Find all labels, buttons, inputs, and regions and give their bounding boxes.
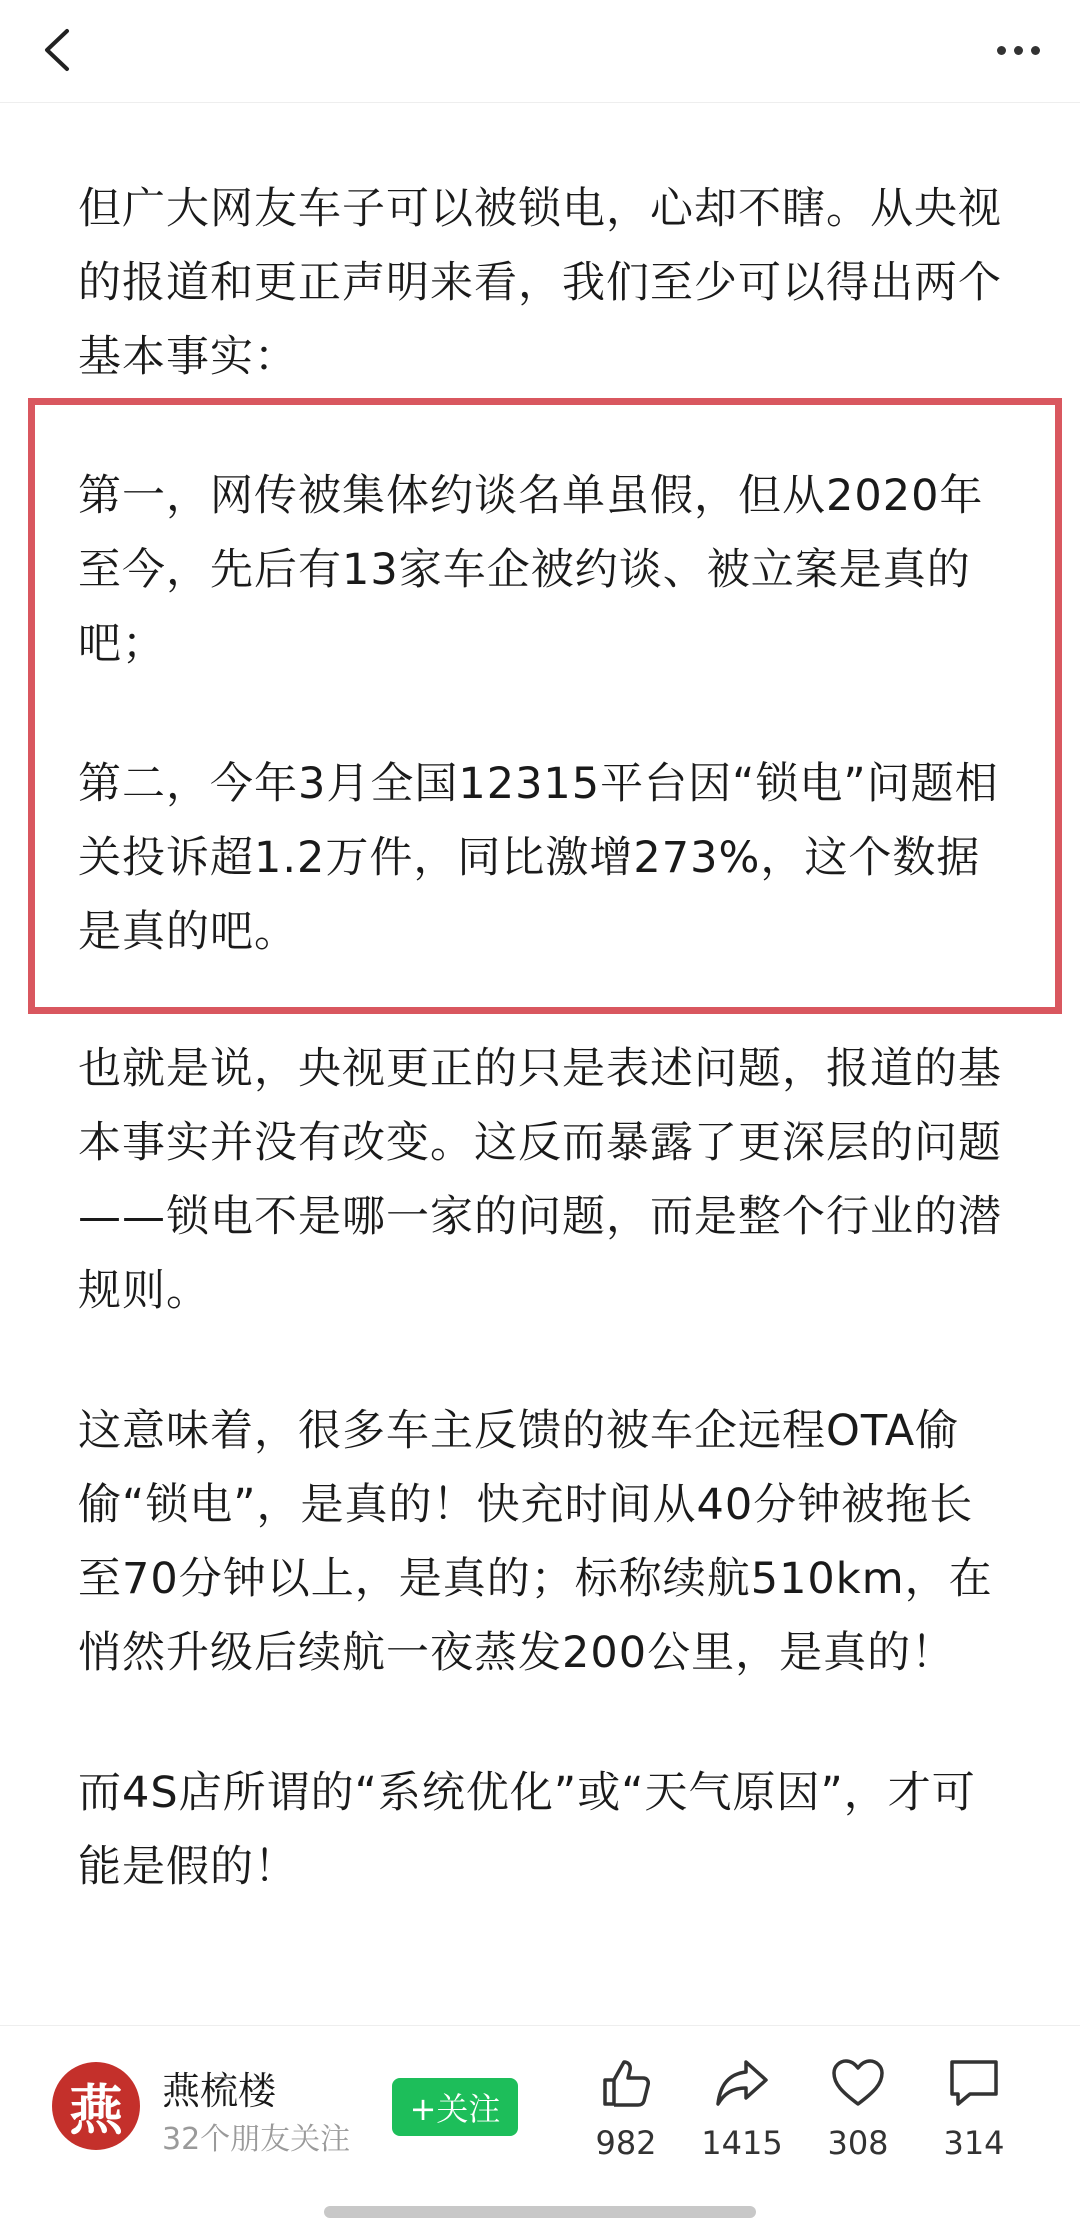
paragraph-gap bbox=[78, 681, 1008, 747]
article-paragraph: 而4S店所谓的“系统优化”或“天气原因”，才可能是假的！ bbox=[78, 1768, 976, 1892]
more-icon-dot bbox=[1031, 46, 1040, 55]
like-button[interactable] bbox=[576, 2056, 676, 2162]
article-paragraph: 但广大网友车子可以被锁电，心却不瞎。从央视的报道和更正声明来看，我们至少可以得出两个基本事实： bbox=[78, 184, 1002, 382]
author-avatar[interactable] bbox=[52, 2062, 140, 2150]
home-indicator[interactable] bbox=[324, 2206, 756, 2218]
comment-count: 314 bbox=[943, 2124, 1005, 2162]
highlighted-facts bbox=[78, 459, 1008, 969]
top-bar bbox=[0, 0, 1080, 103]
follow-button[interactable] bbox=[392, 2078, 518, 2136]
avatar-text: 燕 bbox=[69, 2077, 123, 2142]
comment-bubble-icon bbox=[946, 2056, 1002, 2110]
comment-button[interactable] bbox=[924, 2056, 1024, 2162]
paragraph-gap bbox=[78, 1328, 1008, 1394]
author-name[interactable]: 燕梳楼 bbox=[162, 2069, 277, 2113]
fact-two: 第二，今年3月全国12315平台因“锁电”问题相关投诉超1.2万件，同比激增273%，这个数据是真的吧。 bbox=[78, 759, 999, 957]
paragraph-gap bbox=[78, 1690, 1008, 1756]
favorite-count: 308 bbox=[827, 2124, 889, 2162]
author-followers: 32个朋友关注 bbox=[162, 2122, 351, 2157]
article-paragraph: 这意味着，很多车主反馈的被车企远程OTA偷偷“锁电”，是真的！快充时间从40分钟被拖长至70分钟以上，是真的；标称续航510km，在悄然升级后续航一夜蒸发200公里，是真的！ bbox=[78, 1406, 993, 1678]
thumbs-up-icon bbox=[599, 2056, 653, 2110]
share-arrow-icon bbox=[714, 2056, 770, 2110]
article-continuation bbox=[78, 1032, 1008, 1904]
more-options-button[interactable] bbox=[986, 30, 1050, 70]
like-count: 982 bbox=[595, 2124, 657, 2162]
chevron-left-icon bbox=[41, 27, 71, 73]
share-button[interactable] bbox=[692, 2056, 792, 2162]
more-icon-dot bbox=[1014, 46, 1023, 55]
article-body bbox=[78, 172, 1008, 394]
article-paragraph: 也就是说，央视更正的只是表述问题，报道的基本事实并没有改变。这反而暴露了更深层的问题——锁电不是哪一家的问题，而是整个行业的潜规则。 bbox=[78, 1044, 1002, 1316]
more-icon bbox=[997, 46, 1006, 55]
heart-icon bbox=[830, 2056, 886, 2110]
follow-label: +关注 bbox=[409, 2090, 501, 2128]
favorite-button[interactable] bbox=[808, 2056, 908, 2162]
fact-one: 第一，网传被集体约谈名单虽假，但从2020年至今，先后有13家车企被约谈、被立案是真的吧； bbox=[78, 471, 984, 669]
back-button[interactable] bbox=[28, 22, 84, 78]
share-count: 1415 bbox=[701, 2124, 783, 2162]
